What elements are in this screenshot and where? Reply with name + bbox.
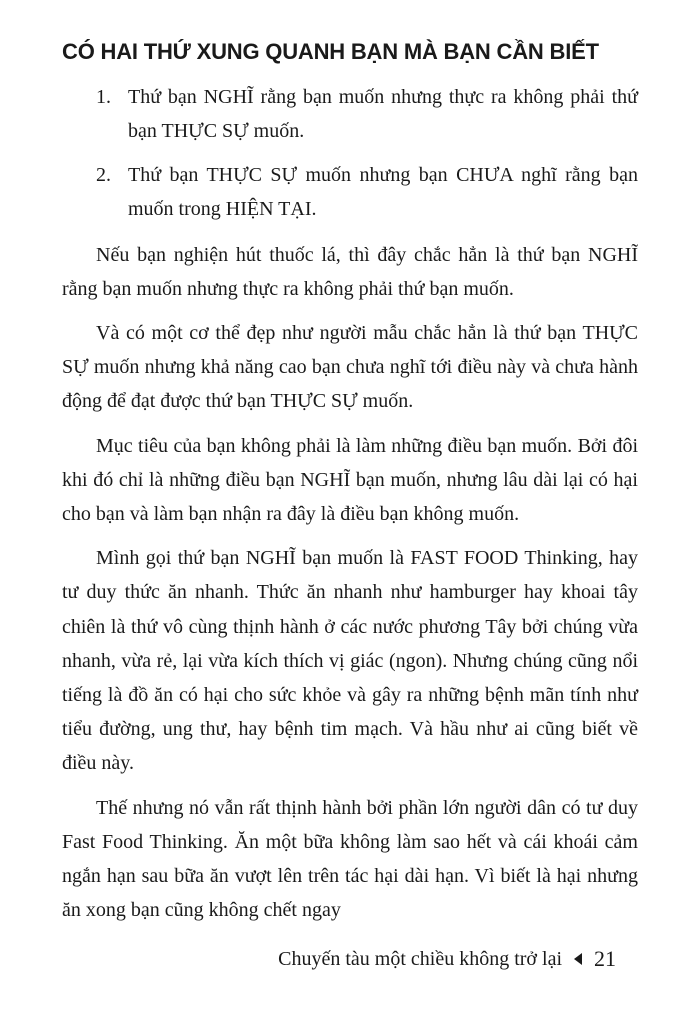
left-triangle-icon bbox=[574, 953, 582, 965]
section-heading: CÓ HAI THỨ XUNG QUANH BẠN MÀ BẠN CẦN BIẾT bbox=[62, 39, 599, 64]
list-number: 2. bbox=[96, 163, 111, 186]
numbered-list bbox=[62, 80, 638, 226]
paragraph: Thế nhưng nó vẫn rất thịnh hành bởi phần lớn người dân có tư duy Fast Food Thinking. Ăn một bữa không làm sao hết và cái khoái cảm ngắn hạn sau bữa ăn vượt lên trên tác hại dài hạn. Vì biết là hại nhưng ăn xong bạn cũng không chết ngay bbox=[62, 796, 638, 922]
list-text: Thứ bạn NGHĨ rằng bạn muốn nhưng thực ra không phải thứ bạn THỰC SỰ muốn. bbox=[128, 85, 638, 142]
page-footer bbox=[278, 946, 616, 972]
paragraph: Mình gọi thứ bạn NGHĨ bạn muốn là FAST FOOD Thinking, hay tư duy thức ăn nhanh. Thức ăn nhanh như hamburger hay khoai tây chiên là thứ vô cùng thịnh hành ở các nước phương Tây bởi chúng vừa nhanh, vừa rẻ, lại vừa kích thích vị giác (ngon). Nhưng chúng cũng nổi tiếng là đồ ăn có hại cho sức khỏe và gây ra những bệnh mãn tính như tiểu đường, ung thư, hay bệnh tim mạch. Và hầu như ai cũng biết về điều này. bbox=[62, 547, 638, 775]
list-number: 1. bbox=[96, 85, 111, 108]
paragraph: Và có một cơ thể đẹp như người mẫu chắc hẳn là thứ bạn THỰC SỰ muốn nhưng khả năng cao bạn chưa nghĩ tới điều này và chưa hành động để đạt được thứ bạn THỰC SỰ muốn. bbox=[62, 321, 638, 413]
running-title: Chuyến tàu một chiều không trở lại bbox=[278, 947, 562, 970]
page-number: 21 bbox=[594, 946, 616, 971]
paragraph: Nếu bạn nghiện hút thuốc lá, thì đây chắc hẳn là thứ bạn NGHĨ rằng bạn muốn nhưng thực ra không phải thứ bạn muốn. bbox=[62, 243, 638, 300]
paragraph: Mục tiêu của bạn không phải là làm những điều bạn muốn. Bởi đôi khi đó chỉ là những điều bạn NGHĨ bạn muốn, nhưng lâu dài lại có hại cho bạn và làm bạn nhận ra đây là điều bạn không muốn. bbox=[62, 434, 638, 525]
list-text: Thứ bạn THỰC SỰ muốn nhưng bạn CHƯA nghĩ rằng bạn muốn trong HIỆN TẠI. bbox=[128, 163, 638, 220]
list-item bbox=[62, 158, 638, 226]
list-item bbox=[62, 80, 638, 148]
